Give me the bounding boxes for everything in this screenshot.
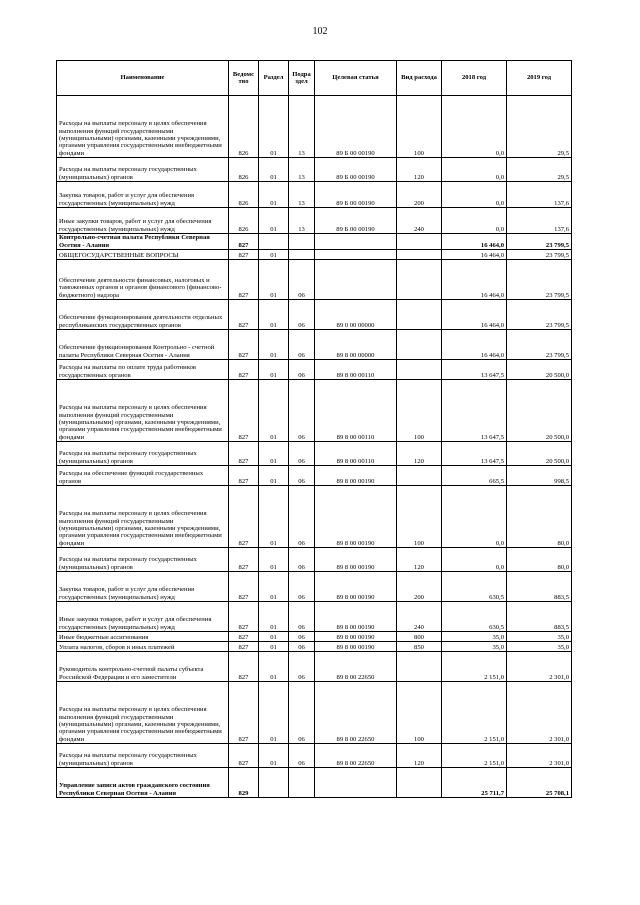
row-razdel: 01 [259,442,289,466]
row-expense-type [397,768,442,798]
row-target-article [315,260,397,300]
table-row [57,572,572,602]
row-razdel: 01 [259,380,289,442]
row-name: Расходы на обеспечение функций государственных органов [57,466,229,486]
row-vedomstvo: 826 [229,208,259,234]
table-row [57,548,572,572]
header-vedomstvo: Ведомс тво [229,61,259,96]
row-razdel: 01 [259,642,289,652]
row-podrazdel: 13 [289,158,315,182]
row-razdel: 01 [259,158,289,182]
row-name: Расходы на выплаты персоналу в целях обеспечения выполнения функций государственными (муниципальными) органами, казенными учреждениями, органами управления государственными внебюджетными фондами [57,96,229,158]
table-row [57,330,572,360]
row-vedomstvo: 827 [229,234,259,250]
row-vedomstvo: 827 [229,548,259,572]
row-name: ОБЩЕГОСУДАРСТВЕННЫЕ ВОПРОСЫ [57,250,229,260]
row-value-2018: 0,0 [442,548,507,572]
row-value-2019: 23 799,5 [507,234,572,250]
table-row [57,96,572,158]
table-row [57,380,572,442]
row-value-2018: 16 464,0 [442,234,507,250]
table-row [57,486,572,548]
row-target-article: 89 8 00 00110 [315,360,397,380]
row-vedomstvo: 827 [229,632,259,642]
row-expense-type [397,466,442,486]
row-expense-type: 200 [397,182,442,208]
row-value-2019: 23 799,5 [507,260,572,300]
row-target-article: 89 8 00 00190 [315,486,397,548]
row-vedomstvo: 827 [229,360,259,380]
row-podrazdel: 13 [289,96,315,158]
row-target-article: 89 8 00 22650 [315,744,397,768]
row-value-2018: 35,0 [442,642,507,652]
table-row [57,158,572,182]
row-expense-type: 120 [397,158,442,182]
row-value-2019: 998,5 [507,466,572,486]
row-value-2019: 23 799,5 [507,250,572,260]
row-value-2019: 23 799,5 [507,330,572,360]
row-name: Расходы на выплаты персоналу в целях обеспечения выполнения функций государственными (муниципальными) органами, казенными учреждениями, органами управления государственными внебюджетными фондами [57,380,229,442]
row-value-2018: 0,0 [442,486,507,548]
row-value-2019: 883,5 [507,602,572,632]
row-vedomstvo: 827 [229,466,259,486]
row-value-2019: 20 500,0 [507,380,572,442]
row-podrazdel: 06 [289,360,315,380]
row-target-article: 89 8 00 00110 [315,442,397,466]
row-target-article: 89 8 00 00190 [315,466,397,486]
row-razdel: 01 [259,572,289,602]
row-vedomstvo: 827 [229,250,259,260]
row-expense-type: 240 [397,602,442,632]
row-value-2018: 16 464,0 [442,330,507,360]
row-value-2019: 137,6 [507,208,572,234]
budget-table [56,60,572,798]
row-value-2019: 80,0 [507,486,572,548]
header-target-article: Целевая статья [315,61,397,96]
row-value-2018: 630,5 [442,602,507,632]
row-razdel: 01 [259,466,289,486]
row-expense-type [397,260,442,300]
table-row [57,602,572,632]
row-razdel: 01 [259,330,289,360]
row-value-2018: 0,0 [442,182,507,208]
table-row [57,182,572,208]
table-row [57,768,572,798]
header-2019: 2019 год [507,61,572,96]
row-podrazdel: 06 [289,260,315,300]
table-row [57,208,572,234]
row-value-2018: 0,0 [442,158,507,182]
row-vedomstvo: 827 [229,300,259,330]
table-row [57,234,572,250]
row-razdel: 01 [259,486,289,548]
row-expense-type [397,234,442,250]
row-target-article: 89 8 00 00000 [315,330,397,360]
row-vedomstvo: 827 [229,330,259,360]
row-target-article: 89 8 00 22650 [315,652,397,682]
row-razdel: 01 [259,682,289,744]
row-value-2019: 35,0 [507,632,572,642]
row-name: Обеспечение функционирования деятельности отдельных республиканских государственных органов [57,300,229,330]
row-value-2018: 2 151,0 [442,744,507,768]
row-vedomstvo: 827 [229,642,259,652]
row-podrazdel: 06 [289,300,315,330]
row-expense-type [397,330,442,360]
row-name: Обеспечение деятельности финансовых, налоговых и таможенных органов и органов финансового (финансово-бюджетного) надзора [57,260,229,300]
row-expense-type: 100 [397,486,442,548]
row-value-2019: 883,5 [507,572,572,602]
row-vedomstvo: 827 [229,602,259,632]
row-value-2018: 665,5 [442,466,507,486]
row-vedomstvo: 827 [229,260,259,300]
row-target-article: 89 Б 00 00190 [315,182,397,208]
row-expense-type [397,250,442,260]
row-name: Закупка товаров, работ и услуг для обеспечения государственных (муниципальных) нужд [57,572,229,602]
row-expense-type: 240 [397,208,442,234]
table-row [57,682,572,744]
row-vedomstvo: 827 [229,682,259,744]
row-target-article: 89 8 00 22650 [315,682,397,744]
row-razdel: 01 [259,652,289,682]
row-razdel: 01 [259,250,289,260]
table-row [57,632,572,642]
table-row [57,652,572,682]
row-value-2019: 23 799,5 [507,300,572,330]
row-value-2018: 16 464,0 [442,260,507,300]
row-razdel: 01 [259,182,289,208]
row-value-2019: 20 500,0 [507,360,572,380]
row-podrazdel: 06 [289,548,315,572]
row-name: Иные закупки товаров, работ и услуг для обеспечения государственных (муниципальных) нужд [57,602,229,632]
table-header-row [57,61,572,96]
row-name: Расходы на выплаты персоналу в целях обеспечения выполнения функций государственными (муниципальными) органами, казенными учреждениями, органами управления государственными внебюджетными фондами [57,682,229,744]
row-name: Закупка товаров, работ и услуг для обеспечения государственных (муниципальных) нужд [57,182,229,208]
row-name: Расходы на выплаты по оплате труда работников государственных органов [57,360,229,380]
row-target-article: 89 Б 00 00190 [315,208,397,234]
row-value-2019: 80,0 [507,548,572,572]
row-value-2019: 29,5 [507,158,572,182]
row-name: Расходы на выплаты персоналу государственных (муниципальных) органов [57,158,229,182]
row-podrazdel: 06 [289,632,315,642]
header-podrazdel: Подра здел [289,61,315,96]
row-value-2018: 13 647,5 [442,360,507,380]
table-row [57,360,572,380]
row-value-2019: 2 301,0 [507,652,572,682]
header-expense-type: Вид расхода [397,61,442,96]
table-row [57,250,572,260]
page-number: 102 [312,26,328,37]
row-target-article: 89 8 00 00190 [315,602,397,632]
row-razdel: 01 [259,360,289,380]
row-vedomstvo: 826 [229,96,259,158]
row-name: Расходы на выплаты персоналу государственных (муниципальных) органов [57,744,229,768]
row-expense-type: 800 [397,632,442,642]
row-target-article: 89 8 00 00190 [315,572,397,602]
row-vedomstvo: 826 [229,158,259,182]
row-value-2018: 35,0 [442,632,507,642]
row-vedomstvo: 827 [229,486,259,548]
row-podrazdel [289,234,315,250]
row-target-article: 89 8 00 00110 [315,380,397,442]
row-value-2019: 25 708,1 [507,768,572,798]
table-row [57,466,572,486]
row-expense-type: 120 [397,442,442,466]
row-value-2018: 630,5 [442,572,507,602]
row-podrazdel: 06 [289,330,315,360]
row-expense-type: 100 [397,682,442,744]
row-target-article: 89 Б 00 00190 [315,158,397,182]
row-name: Управление записи актов гражданского состояния Республики Северная Осетия - Алания [57,768,229,798]
row-expense-type: 850 [397,642,442,652]
row-value-2018: 16 464,0 [442,250,507,260]
row-podrazdel: 06 [289,652,315,682]
row-value-2018: 13 647,5 [442,442,507,466]
row-podrazdel: 06 [289,602,315,632]
row-value-2018: 2 151,0 [442,652,507,682]
row-razdel: 01 [259,96,289,158]
row-target-article: 89 8 00 00190 [315,548,397,572]
row-vedomstvo: 826 [229,182,259,208]
row-name: Расходы на выплаты персоналу государственных (муниципальных) органов [57,442,229,466]
row-podrazdel: 13 [289,208,315,234]
row-podrazdel: 06 [289,466,315,486]
row-target-article: 89 Б 00 00190 [315,96,397,158]
row-expense-type: 120 [397,744,442,768]
row-expense-type: 200 [397,572,442,602]
row-name: Иные закупки товаров, работ и услуг для обеспечения государственных (муниципальных) нужд [57,208,229,234]
row-podrazdel: 06 [289,380,315,442]
row-name: Контрольно-счетная палата Республики Северная Осетия - Алания [57,234,229,250]
row-value-2019: 2 301,0 [507,682,572,744]
row-razdel: 01 [259,300,289,330]
row-expense-type [397,360,442,380]
row-vedomstvo: 829 [229,768,259,798]
row-razdel [259,768,289,798]
row-value-2018: 2 151,0 [442,682,507,744]
row-value-2019: 20 500,0 [507,442,572,466]
row-target-article [315,234,397,250]
row-name: Расходы на выплаты персоналу государственных (муниципальных) органов [57,548,229,572]
row-expense-type [397,652,442,682]
row-podrazdel: 06 [289,744,315,768]
row-value-2018: 0,0 [442,208,507,234]
row-target-article: 89 8 00 00190 [315,632,397,642]
table-row [57,744,572,768]
header-2018: 2018 год [442,61,507,96]
row-podrazdel [289,768,315,798]
row-name: Руководитель контрольно-счетной палаты субъекта Российской Федерации и его заместители [57,652,229,682]
row-name: Иные бюджетные ассигнования [57,632,229,642]
table-row [57,642,572,652]
row-razdel [259,234,289,250]
row-value-2019: 29,5 [507,96,572,158]
row-value-2018: 16 464,0 [442,300,507,330]
header-razdel: Раздел [259,61,289,96]
row-name: Обеспечение функционирования Контрольно - счетной палаты Республики Северная Осетия - Алания [57,330,229,360]
row-razdel: 01 [259,208,289,234]
row-value-2019: 137,6 [507,182,572,208]
row-vedomstvo: 827 [229,652,259,682]
row-razdel: 01 [259,548,289,572]
row-podrazdel: 06 [289,442,315,466]
table-row [57,300,572,330]
row-podrazdel: 06 [289,486,315,548]
row-target-article [315,768,397,798]
row-value-2018: 25 711,7 [442,768,507,798]
table-row [57,260,572,300]
row-podrazdel [289,250,315,260]
row-value-2019: 35,0 [507,642,572,652]
header-name: Наименование [57,61,229,96]
row-razdel: 01 [259,602,289,632]
row-value-2018: 0,0 [442,96,507,158]
row-expense-type [397,300,442,330]
row-value-2018: 13 647,5 [442,380,507,442]
row-podrazdel: 06 [289,572,315,602]
row-expense-type: 120 [397,548,442,572]
row-razdel: 01 [259,260,289,300]
row-podrazdel: 06 [289,642,315,652]
row-target-article [315,250,397,260]
row-podrazdel: 06 [289,682,315,744]
row-razdel: 01 [259,632,289,642]
row-value-2019: 2 301,0 [507,744,572,768]
row-expense-type: 100 [397,96,442,158]
row-podrazdel: 13 [289,182,315,208]
row-target-article: 89 8 00 00190 [315,642,397,652]
row-vedomstvo: 827 [229,744,259,768]
row-name: Расходы на выплаты персоналу в целях обеспечения выполнения функций государственными (муниципальными) органами, казенными учреждениями, органами управления государственными внебюджетными фондами [57,486,229,548]
row-vedomstvo: 827 [229,380,259,442]
row-vedomstvo: 827 [229,572,259,602]
row-name: Уплата налогов, сборов и иных платежей [57,642,229,652]
row-expense-type: 100 [397,380,442,442]
row-target-article: 89 0 00 00000 [315,300,397,330]
table-row [57,442,572,466]
row-razdel: 01 [259,744,289,768]
row-vedomstvo: 827 [229,442,259,466]
